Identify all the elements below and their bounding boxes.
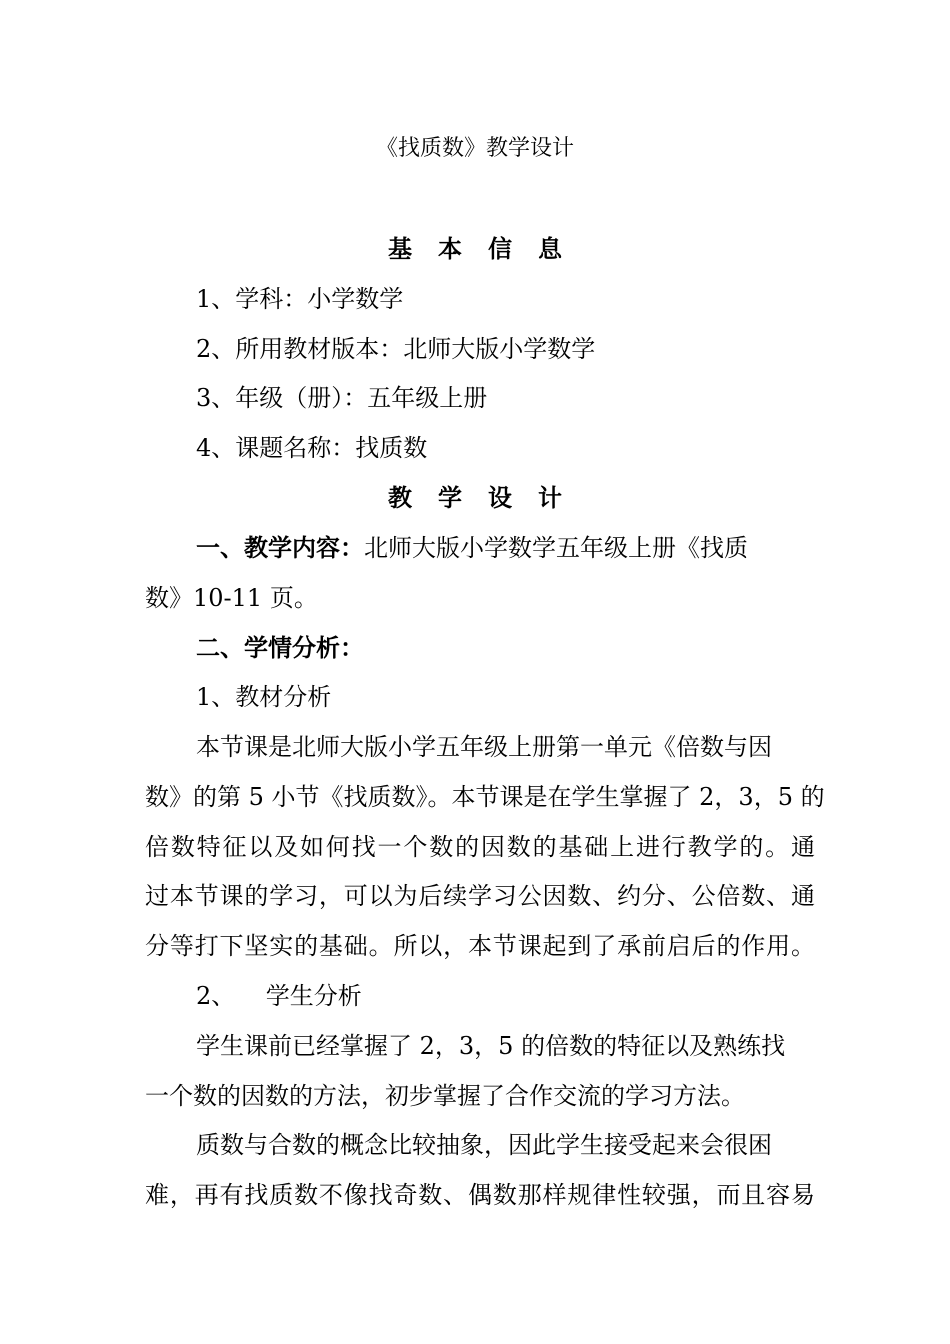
- basic-info-heading: 基本信息: [388, 235, 588, 263]
- info-item-textbook: 2、所用教材版本：北师大版小学数学: [196, 335, 596, 363]
- student-analysis-heading: 2、 学生分析: [196, 982, 362, 1010]
- teaching-content-label: 一、教学内容：: [196, 534, 364, 562]
- textbook-analysis-line: 本节课是北师大版小学五年级上册第一单元《倍数与因: [196, 733, 772, 761]
- textbook-analysis-line: 过本节课的学习，可以为后续学习公因数、约分、公倍数、通: [145, 882, 815, 910]
- textbook-analysis-heading: 1、教材分析: [196, 683, 332, 711]
- student-analysis-line: 难，再有找质数不像找奇数、偶数那样规律性较强，而且容易: [145, 1181, 815, 1209]
- student-analysis-line: 学生课前已经掌握了 2，3，5 的倍数的特征以及熟练找: [196, 1032, 786, 1060]
- analysis-heading: 二、学情分析：: [196, 634, 364, 662]
- textbook-analysis-line: 数》的第 5 小节《找质数》。本节课是在学生掌握了 2，3，5 的: [145, 783, 825, 811]
- teaching-content-continuation: 数》10-11 页。: [145, 584, 318, 612]
- document-title: 《找质数》教学设计: [375, 136, 574, 161]
- info-item-grade: 3、年级（册）：五年级上册: [196, 384, 488, 412]
- info-item-topic: 4、课题名称：找质数: [196, 434, 428, 462]
- teaching-content-text: 北师大版小学数学五年级上册《找质: [364, 534, 748, 562]
- student-analysis-line: 质数与合数的概念比较抽象，因此学生接受起来会很困: [196, 1131, 772, 1159]
- teaching-content-line: [196, 533, 866, 563]
- student-analysis-line: 一个数的因数的方法，初步掌握了合作交流的学习方法。: [145, 1082, 745, 1110]
- textbook-analysis-line: 倍数特征以及如何找一个数的因数的基础上进行教学的。通: [145, 833, 815, 861]
- info-item-subject: 1、学科：小学数学: [196, 285, 404, 313]
- textbook-analysis-line: 分等打下坚实的基础。所以，本节课起到了承前启后的作用。: [145, 932, 815, 960]
- teaching-design-heading: 教学设计: [388, 484, 588, 512]
